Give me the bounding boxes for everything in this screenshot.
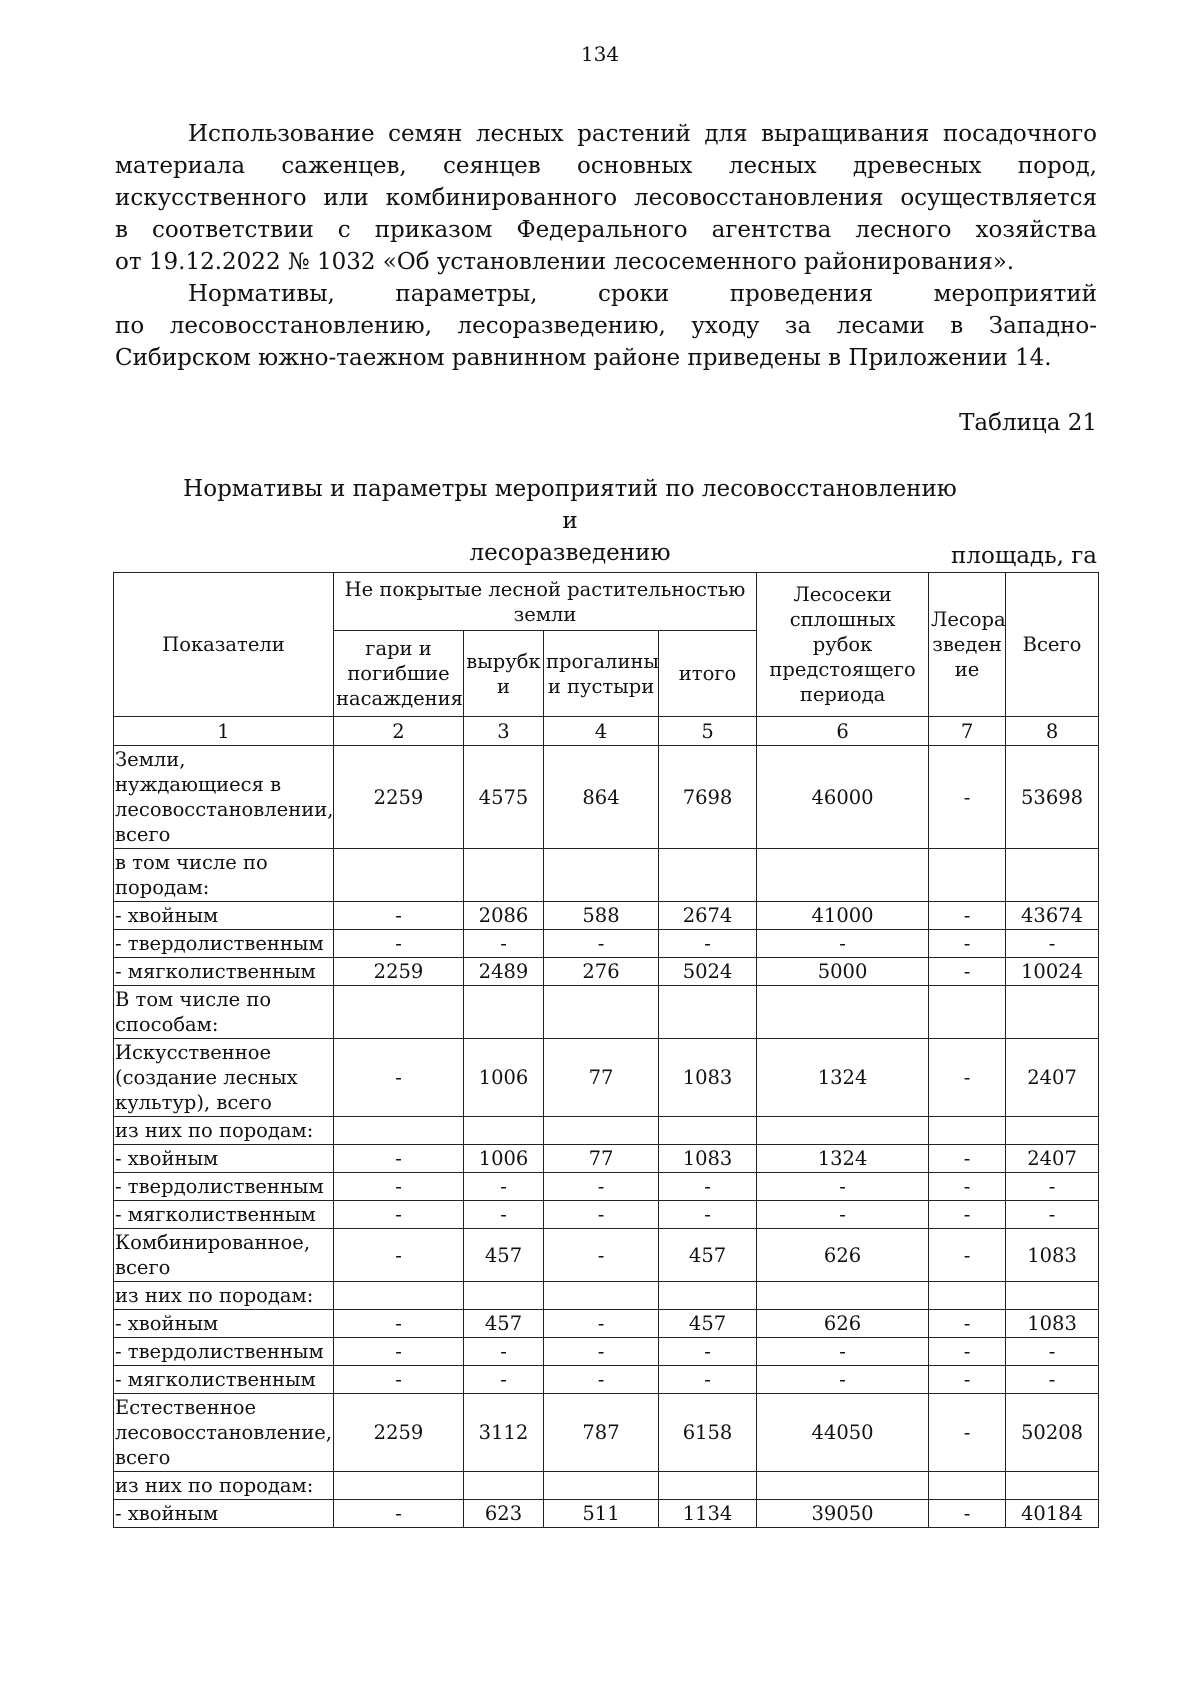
row-value — [334, 1282, 464, 1310]
row-value: 7698 — [659, 746, 757, 849]
row-label: - мягколиственным — [114, 958, 334, 986]
row-value: - — [929, 930, 1006, 958]
row-value: 5000 — [757, 958, 929, 986]
row-value — [1006, 1472, 1099, 1500]
table-row — [114, 902, 1099, 930]
row-value — [544, 849, 659, 902]
row-value: - — [929, 902, 1006, 930]
row-value: 1134 — [659, 1500, 757, 1528]
row-label: - твердолиственным — [114, 1338, 334, 1366]
header-total: Всего — [1006, 573, 1099, 717]
row-value: 2086 — [464, 902, 544, 930]
row-value: 1006 — [464, 1039, 544, 1117]
table-label: Таблица 21 — [959, 410, 1097, 436]
header-indicators: Показатели — [114, 573, 334, 717]
row-value — [334, 1117, 464, 1145]
row-value: - — [757, 1201, 929, 1229]
row-label: из них по породам: — [114, 1472, 334, 1500]
row-label: из них по породам: — [114, 1282, 334, 1310]
row-value: 457 — [659, 1229, 757, 1282]
row-value: - — [1006, 1201, 1099, 1229]
row-value — [929, 1117, 1006, 1145]
row-value: - — [929, 958, 1006, 986]
row-value: - — [757, 1338, 929, 1366]
row-value: - — [929, 1173, 1006, 1201]
paragraph-line: от 19.12.2022 № 1032 «Об установлении лесосеменного районирования». — [115, 249, 1015, 275]
row-value: - — [757, 1173, 929, 1201]
row-value: - — [334, 1229, 464, 1282]
row-value: 41000 — [757, 902, 929, 930]
table-row — [114, 1117, 1099, 1145]
table-row — [114, 849, 1099, 902]
header-afforestation: Лесора зведен ие — [929, 573, 1006, 717]
table-row — [114, 1310, 1099, 1338]
row-label: Естественное лесовосстановление, всего — [114, 1394, 334, 1472]
row-value — [334, 1472, 464, 1500]
row-value: - — [929, 1500, 1006, 1528]
data-table — [113, 572, 1099, 1528]
column-number: 3 — [464, 717, 544, 746]
row-label: Земли, нуждающиеся в лесовосстановлении, всего — [114, 746, 334, 849]
table-title-line: Нормативы и параметры мероприятий по лесовосстановлению и — [183, 476, 957, 534]
row-value: 40184 — [1006, 1500, 1099, 1528]
row-label: Искусственное (создание лесных культур), всего — [114, 1039, 334, 1117]
paragraph-seeds — [115, 118, 1097, 278]
row-value: 44050 — [757, 1394, 929, 1472]
row-value: - — [464, 1201, 544, 1229]
row-value: - — [1006, 930, 1099, 958]
row-value: - — [929, 746, 1006, 849]
row-value — [929, 1282, 1006, 1310]
table-row — [114, 1338, 1099, 1366]
row-value: 43674 — [1006, 902, 1099, 930]
row-value: 626 — [757, 1229, 929, 1282]
row-value: - — [334, 1338, 464, 1366]
row-value — [464, 1472, 544, 1500]
table-row — [114, 1229, 1099, 1282]
paragraph-line: по лесовосстановлению, лесоразведению, уходу за лесами в Западно- — [115, 313, 1097, 339]
row-value — [544, 1117, 659, 1145]
table-row — [114, 746, 1099, 849]
row-value: - — [334, 1173, 464, 1201]
row-value: - — [1006, 1366, 1099, 1394]
row-value: 10024 — [1006, 958, 1099, 986]
row-value: 626 — [757, 1310, 929, 1338]
table-row — [114, 1145, 1099, 1173]
row-value — [757, 1472, 929, 1500]
row-value: - — [334, 1201, 464, 1229]
row-value: 2259 — [334, 1394, 464, 1472]
row-value — [544, 1282, 659, 1310]
row-value: 276 — [544, 958, 659, 986]
row-value: - — [757, 1366, 929, 1394]
row-label: - хвойным — [114, 902, 334, 930]
column-number: 5 — [659, 717, 757, 746]
row-value: 1006 — [464, 1145, 544, 1173]
row-value: - — [334, 1500, 464, 1528]
column-number: 6 — [757, 717, 929, 746]
row-value — [757, 1282, 929, 1310]
table-row — [114, 1173, 1099, 1201]
row-value: 1324 — [757, 1039, 929, 1117]
row-value: 1324 — [757, 1145, 929, 1173]
table-title-line: лесоразведению — [469, 540, 671, 566]
row-value: - — [929, 1394, 1006, 1472]
row-value: - — [544, 1229, 659, 1282]
table-row — [114, 1472, 1099, 1500]
row-value: - — [929, 1338, 1006, 1366]
row-value — [659, 1117, 757, 1145]
header-cutting-areas: Лесосеки сплошных рубок предстоящего периода — [757, 573, 929, 717]
row-value: - — [334, 1366, 464, 1394]
paragraph-line: Сибирском южно-таежном равнинном районе приведены в Приложении 14. — [115, 345, 1052, 371]
row-value — [929, 1472, 1006, 1500]
paragraph-line: материала саженцев, сеянцев основных лесных древесных пород, — [115, 153, 1097, 179]
paragraph-line: искусственного или комбинированного лесовосстановления осуществляется — [115, 185, 1097, 211]
table-row — [114, 1366, 1099, 1394]
table-row — [114, 1500, 1099, 1528]
row-label: - хвойным — [114, 1500, 334, 1528]
row-value: 2674 — [659, 902, 757, 930]
row-value: - — [929, 1366, 1006, 1394]
row-value — [1006, 1282, 1099, 1310]
row-label: - хвойным — [114, 1145, 334, 1173]
row-value: 6158 — [659, 1394, 757, 1472]
row-value: 2489 — [464, 958, 544, 986]
table-row — [114, 930, 1099, 958]
column-number: 7 — [929, 717, 1006, 746]
row-value: 77 — [544, 1145, 659, 1173]
row-value — [929, 986, 1006, 1039]
row-value: - — [334, 1039, 464, 1117]
row-value: 1083 — [659, 1145, 757, 1173]
row-value: 864 — [544, 746, 659, 849]
row-value: 1083 — [1006, 1229, 1099, 1282]
row-value — [334, 986, 464, 1039]
row-value: - — [464, 930, 544, 958]
row-value: - — [334, 930, 464, 958]
header-not-covered: Не покрытые лесной растительностью земли — [334, 573, 757, 631]
row-label: из них по породам: — [114, 1117, 334, 1145]
row-value — [1006, 849, 1099, 902]
table-title — [180, 473, 960, 569]
row-value: - — [544, 930, 659, 958]
row-value: - — [757, 930, 929, 958]
row-value: - — [334, 902, 464, 930]
row-value: 39050 — [757, 1500, 929, 1528]
row-value — [544, 986, 659, 1039]
row-value: - — [659, 1366, 757, 1394]
row-value: 2259 — [334, 958, 464, 986]
column-number: 2 — [334, 717, 464, 746]
row-value: 46000 — [757, 746, 929, 849]
header-glades: прогалины и пустыри — [544, 631, 659, 717]
row-label: - хвойным — [114, 1310, 334, 1338]
row-value: - — [929, 1201, 1006, 1229]
row-value: - — [1006, 1338, 1099, 1366]
row-value: - — [929, 1229, 1006, 1282]
row-label: - мягколиственным — [114, 1201, 334, 1229]
row-value: - — [334, 1310, 464, 1338]
row-value — [464, 1117, 544, 1145]
header-subtotal: итого — [659, 631, 757, 717]
table-row — [114, 1394, 1099, 1472]
row-label: - твердолиственным — [114, 1173, 334, 1201]
row-label: - мягколиственным — [114, 1366, 334, 1394]
row-label: в том числе по породам: — [114, 849, 334, 902]
table-row — [114, 1201, 1099, 1229]
row-value: - — [929, 1310, 1006, 1338]
row-value: 457 — [464, 1229, 544, 1282]
row-value: - — [544, 1366, 659, 1394]
row-value: - — [659, 1338, 757, 1366]
paragraph-norms — [115, 278, 1097, 374]
row-value — [464, 849, 544, 902]
row-value: - — [464, 1338, 544, 1366]
row-value — [659, 1282, 757, 1310]
row-value — [929, 849, 1006, 902]
column-number: 4 — [544, 717, 659, 746]
row-value: 1083 — [659, 1039, 757, 1117]
row-value: - — [1006, 1173, 1099, 1201]
row-value: 50208 — [1006, 1394, 1099, 1472]
row-value: 4575 — [464, 746, 544, 849]
row-value — [659, 849, 757, 902]
table-row — [114, 986, 1099, 1039]
row-value: 457 — [659, 1310, 757, 1338]
row-value — [757, 849, 929, 902]
row-value: - — [544, 1201, 659, 1229]
row-value: 1083 — [1006, 1310, 1099, 1338]
row-value: - — [929, 1145, 1006, 1173]
header-burned: гари и погибшие насаждения — [334, 631, 464, 717]
row-value: - — [659, 1201, 757, 1229]
row-value: - — [659, 1173, 757, 1201]
row-value: 2259 — [334, 746, 464, 849]
units-label: площадь, га — [951, 543, 1097, 569]
column-number: 1 — [114, 717, 334, 746]
row-value: - — [544, 1173, 659, 1201]
row-value: - — [659, 930, 757, 958]
table-row — [114, 958, 1099, 986]
column-number-row — [114, 717, 1099, 746]
row-value: 53698 — [1006, 746, 1099, 849]
row-value: 5024 — [659, 958, 757, 986]
row-value: 511 — [544, 1500, 659, 1528]
paragraph-line: в соответствии с приказом Федерального агентства лесного хозяйства — [115, 217, 1097, 243]
row-value: 77 — [544, 1039, 659, 1117]
page-number: 134 — [580, 42, 620, 66]
paragraph-line: Нормативы, параметры, сроки проведения мероприятий — [188, 281, 1097, 307]
row-value: - — [544, 1310, 659, 1338]
row-value: 623 — [464, 1500, 544, 1528]
row-label: В том числе по способам: — [114, 986, 334, 1039]
row-value — [757, 986, 929, 1039]
row-value: 2407 — [1006, 1145, 1099, 1173]
row-value: 588 — [544, 902, 659, 930]
row-value: - — [464, 1366, 544, 1394]
row-value — [659, 986, 757, 1039]
table-row — [114, 1282, 1099, 1310]
row-value: 787 — [544, 1394, 659, 1472]
row-value — [1006, 986, 1099, 1039]
row-value: - — [929, 1039, 1006, 1117]
row-value — [1006, 1117, 1099, 1145]
row-label: Комбинированное, всего — [114, 1229, 334, 1282]
row-value — [757, 1117, 929, 1145]
row-value — [659, 1472, 757, 1500]
row-value: - — [334, 1145, 464, 1173]
row-value: - — [464, 1173, 544, 1201]
row-value: - — [544, 1338, 659, 1366]
row-value: 2407 — [1006, 1039, 1099, 1117]
table-row — [114, 1039, 1099, 1117]
paragraph-line: Использование семян лесных растений для выращивания посадочного — [188, 121, 1097, 147]
row-value — [464, 986, 544, 1039]
header-clearcuts: вырубк и — [464, 631, 544, 717]
row-value — [334, 849, 464, 902]
column-number: 8 — [1006, 717, 1099, 746]
row-value: 3112 — [464, 1394, 544, 1472]
row-value — [544, 1472, 659, 1500]
row-value: 457 — [464, 1310, 544, 1338]
row-value — [464, 1282, 544, 1310]
row-label: - твердолиственным — [114, 930, 334, 958]
